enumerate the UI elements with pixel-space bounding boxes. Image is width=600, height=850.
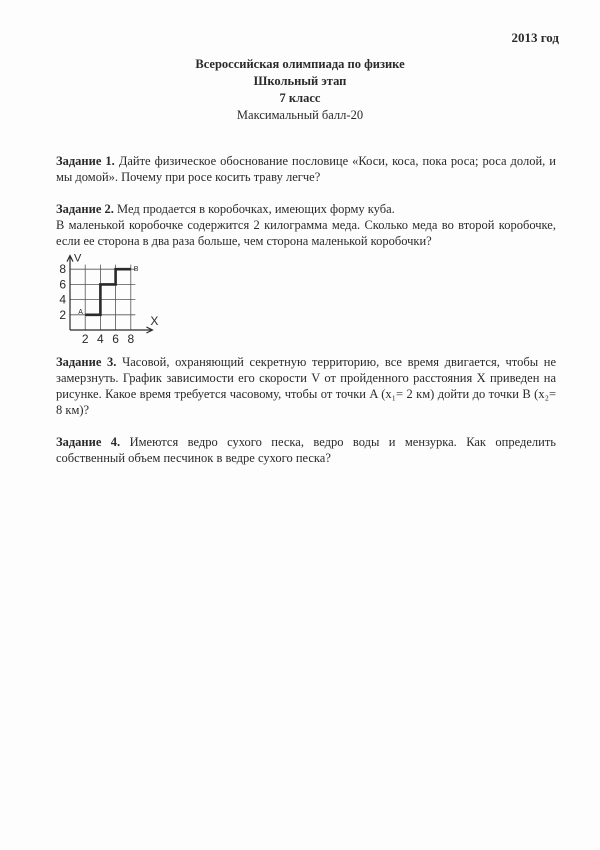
- graph-series: [85, 269, 131, 315]
- stage-label: Школьный этап: [253, 74, 347, 88]
- graph-grid: [70, 265, 135, 330]
- task-2-text-continued: В маленькой коробочке содержится 2 килограмма меда. Сколько меда во второй коробочке, если ее сторона в два раза больше, чем сторона маленькой коробочки?: [56, 218, 556, 248]
- y-tick-label: 8: [59, 262, 66, 277]
- y-tick-label: 2: [59, 307, 66, 322]
- y-axis-label: V: [74, 252, 82, 265]
- task-2: [56, 201, 556, 249]
- x-tick-label: 6: [112, 332, 119, 346]
- task-1-text: Дайте физическое обоснование пословице «Коси, коса, пока роса; роса долой, и мы домой». Почему при росе косить траву легче?: [56, 154, 556, 184]
- year-label: 2013 год: [511, 30, 559, 45]
- task-2-text: Мед продается в коробочках, имеющих форму куба.: [117, 202, 395, 216]
- task-3-label: Задание 3.: [56, 355, 117, 369]
- max-score-label: Максимальный балл-20: [236, 108, 364, 122]
- graph-axes: [67, 256, 152, 333]
- x-tick-label: 2: [81, 332, 89, 346]
- point-label-a: A: [78, 308, 83, 316]
- task-4-text: Имеются ведро сухого песка, ведро воды и мензурка. Как определить собственный объем песчинок в ведре сухого песка?: [56, 435, 557, 465]
- task-3: [56, 354, 556, 418]
- olympiad-title: Всероссийская олимпиада по физике: [195, 57, 405, 71]
- document-header: [0, 56, 600, 124]
- task-2-label: Задание 2.: [56, 202, 114, 216]
- task-3-text: Часовой, охраняющий секретную территорию, все время двигается, чтобы не замерзнуть. График зависимости его скорости V от пройденного расстояния X приведен на рисунке. Какое время требуется часовому, чтобы от точки A (x₁= 2 км) дойти до точки B (x₂= 8 км)?: [56, 355, 557, 417]
- x-axis-label: X: [150, 314, 159, 328]
- task-1: [56, 153, 556, 185]
- grade-label: 7 класс: [279, 91, 321, 105]
- series-line: [85, 269, 131, 315]
- x-tick-label: 8: [127, 332, 135, 346]
- velocity-distance-graph: [52, 250, 187, 352]
- point-label-b: B: [133, 266, 139, 274]
- task-4: [56, 434, 556, 466]
- x-tick-label: 4: [97, 332, 104, 346]
- task-4-label: Задание 4.: [56, 435, 121, 449]
- y-tick-label: 6: [59, 277, 66, 292]
- y-tick-label: 4: [59, 292, 66, 307]
- task-1-label: Задание 1.: [56, 154, 115, 168]
